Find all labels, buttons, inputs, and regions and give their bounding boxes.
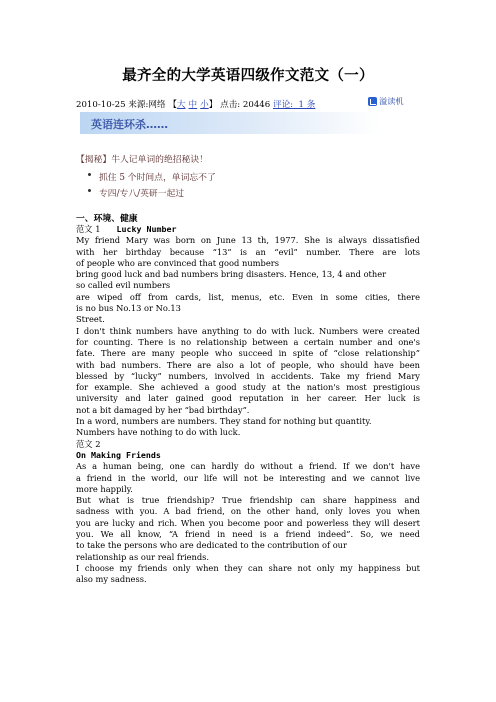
body-line: blessed by “lucky” numbers, involved in accidents. Take my friend Mary xyxy=(76,370,420,381)
body-line: relationship as our real friends. xyxy=(76,551,210,562)
body-line: for counting. There is no relationship between a certain number and one's xyxy=(76,336,420,347)
body-line: more happily. xyxy=(76,483,133,494)
body-line: I choose my friends only when they can share not only my happiness but xyxy=(76,562,420,573)
bullet-icon xyxy=(88,173,91,176)
body-line: with her birthday because “13” is an “evil” number. There are lots xyxy=(76,246,420,257)
font-size-large-link[interactable]: 大 xyxy=(176,100,186,110)
body-line: for example. She achieved a good study at the nation's most prestigious xyxy=(76,382,420,393)
body-line: you. We all know, “A friend in need is a friend indeed”. So, we need xyxy=(76,529,420,540)
body-line: My friend Mary was born on June 13 th, 1977. She is always dissatisfied xyxy=(76,235,420,246)
banner-text: 英语连环杀…… xyxy=(91,118,168,131)
list-item[interactable] xyxy=(88,186,216,202)
body-line: also my sadness. xyxy=(76,574,147,585)
reader-icon xyxy=(368,97,377,106)
body-line: not a bit damaged by her “bad birthday”. xyxy=(76,404,250,415)
font-size-open: 【 xyxy=(168,100,177,110)
body-line: you are lucky and rich. When you become poor and powerless they will desert xyxy=(76,517,420,528)
publish-date: 2010-10-25 xyxy=(76,100,126,110)
essay-title: Lucky Number xyxy=(116,224,177,234)
click-count: 点击: 20446 xyxy=(220,100,271,110)
body-line: with bad numbers. There are also a lot of people, who should have been xyxy=(76,359,420,370)
font-size-small-link[interactable]: 小 xyxy=(200,100,209,110)
bullet-text: 抓住 5 个时间点，单词忘不了 xyxy=(99,173,216,183)
essay-label: 范文 1 xyxy=(76,224,101,234)
body-line xyxy=(76,224,420,235)
comments-link[interactable] xyxy=(273,100,315,110)
comments-count: 1 条 xyxy=(298,100,316,110)
body-line: I don't think numbers have anything to do with luck. Numbers were created xyxy=(76,325,420,336)
body-line: In a word, numbers are numbers. They stand for nothing but quantity. xyxy=(76,416,372,427)
promo-banner[interactable] xyxy=(80,112,380,134)
body-line: fate. There are many people who succeed in spite of “close relationship” xyxy=(76,348,420,359)
reader-label: 溢读机 xyxy=(379,96,404,106)
essay-body xyxy=(76,224,420,586)
reader-button[interactable] xyxy=(368,96,404,107)
body-line: bring good luck and bad numbers bring disasters. Hence, 13, 4 and other xyxy=(76,269,387,280)
body-line: On Making Friends xyxy=(76,449,161,460)
section-heading: 一、环境、健康 xyxy=(76,214,138,224)
article-source: 来源:网络 xyxy=(128,100,166,110)
font-size-medium-link[interactable]: 中 xyxy=(188,100,198,110)
page-title: 最齐全的大学英语四级作文范文（一） xyxy=(122,68,374,84)
bullet-icon xyxy=(88,189,91,192)
comments-label: 评论: xyxy=(272,100,294,110)
body-line: But what is true friendship? True friendship can share happiness and xyxy=(76,495,420,506)
body-line: so called evil numbers xyxy=(76,280,171,291)
body-line: of people who are convinced that good numbers xyxy=(76,257,279,268)
body-line: Street. xyxy=(76,314,105,325)
promo-bullets xyxy=(88,170,216,202)
body-line: sadness with you. A bad friend, on the other hand, only loves you when xyxy=(76,506,420,517)
bullet-text: 专四/专八/英研一起过 xyxy=(99,189,185,199)
body-line: Numbers have nothing to do with luck. xyxy=(76,427,241,438)
body-line: 范文 2 xyxy=(76,438,101,449)
list-item[interactable] xyxy=(88,170,216,186)
body-line: are wiped off from cards, list, menus, etc. Even in some cities, there xyxy=(76,291,420,302)
body-line: is no bus No.13 or No.13 xyxy=(76,303,181,314)
body-line: a friend in the world, our life will not be interesting and we cannot live xyxy=(76,472,420,483)
body-line: As a human being, one can hardly do without a friend. If we don't have xyxy=(76,461,420,472)
body-line: university and later gained good reputation in her career. Her luck is xyxy=(76,393,420,404)
font-size-close: 】 xyxy=(208,100,218,110)
body-line: to take the persons who are dedicated to the contribution of our xyxy=(76,540,347,551)
promo-link[interactable]: 【揭秘】牛人记单词的绝招秘诀！ xyxy=(76,155,208,165)
